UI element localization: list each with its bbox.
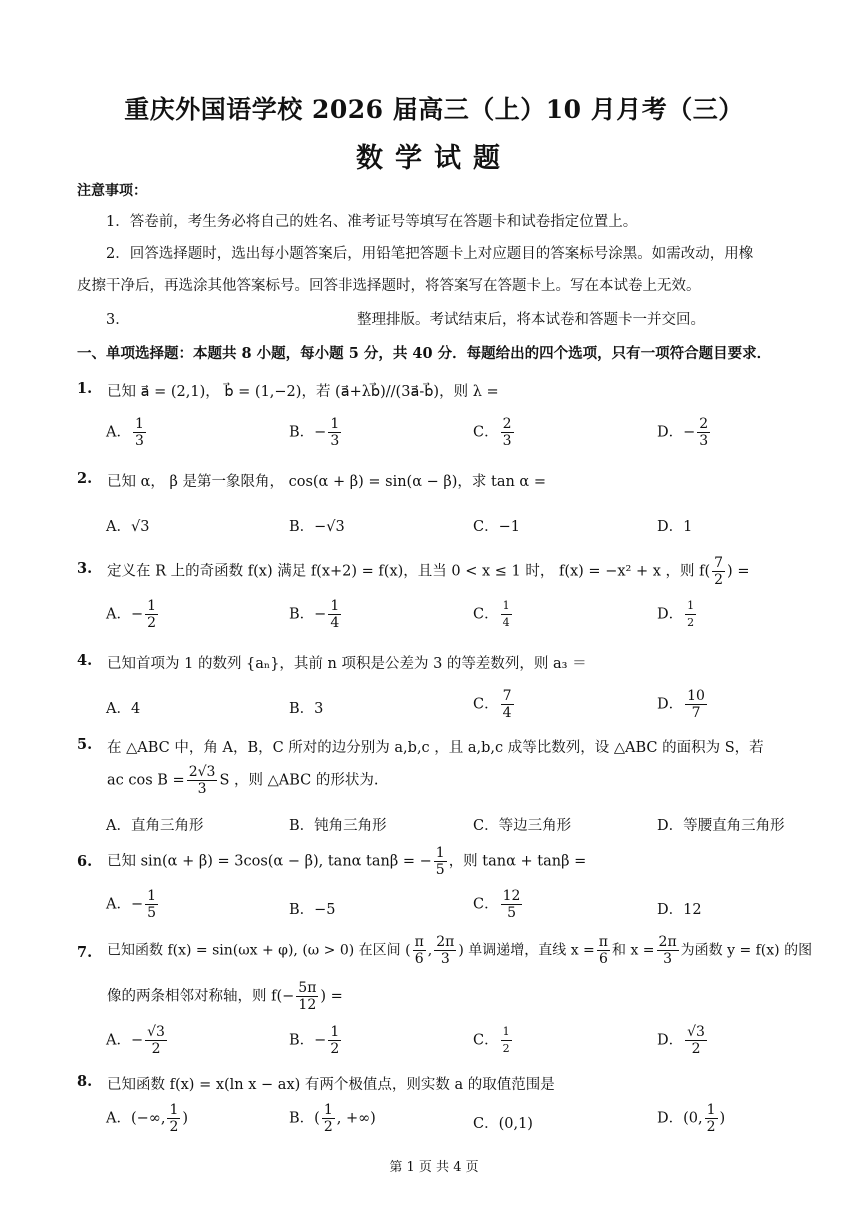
question-stem: 已知函数 f(x) = sin(ωx + φ), (ω > 0) 在区间 ( $\frac{\pi}{6}$ , $\frac{2\pi}{3}$ ) 单调递增，直线 x = $\frac{\pi}{6}$ 和 x = $\frac{2\pi}{3}$ 为函数 y = f(x) 的图 bbox=[107, 934, 813, 967]
notice-item-1: 1．答卷前，考生务必将自己的姓名、准考证号等填写在答题卡和试卷指定位置上。 bbox=[106, 214, 638, 230]
option-a: A．− $\frac{√3}{2}$ bbox=[106, 1024, 165, 1057]
option-b: B．钝角三角形 bbox=[289, 818, 387, 834]
option-c: C．等边三角形 bbox=[473, 818, 572, 834]
option-d: D．等腰直角三角形 bbox=[657, 818, 785, 834]
question-number: 5. bbox=[77, 736, 93, 753]
question-stem: 定义在 R 上的奇函数 f(x) 满足 f(x+2) = f(x)，且当 0 < x ≤ 1 时， f(x) = −x² + x ，则 f( $\frac{7}{2}$ ) = bbox=[107, 555, 750, 588]
question-stem: 已知 a⃗ = (2,1)， b⃗ = (1,−2)，若 (a⃗+λb⃗)//(3a⃗-b⃗)，则 λ = bbox=[107, 384, 499, 400]
option-b: B．− $\frac{1}{3}$ bbox=[289, 416, 340, 449]
question-stem: 已知 sin(α + β) = 3cos(α − β), tanα tanβ = − $\frac{1}{5}$ ，则 tanα + tanβ = bbox=[107, 845, 587, 878]
question-number: 4. bbox=[77, 652, 93, 669]
question-stem: 已知 α， β 是第一象限角， cos(α + β) = sin(α − β)，求 tan α = bbox=[107, 474, 546, 490]
question-stem: 在 △ABC 中，角 A，B，C 所对的边分别为 a,b,c ，且 a,b,c 成等比数列，设 △ABC 的面积为 S，若 bbox=[107, 740, 764, 756]
option-c: C． $\frac{1}{2}$ bbox=[473, 1025, 510, 1055]
option-d: D． $\frac{10}{7}$ bbox=[657, 688, 705, 721]
option-b: B．−√3 bbox=[289, 519, 345, 535]
option-b: B．( $\frac{1}{2}$ , +∞) bbox=[289, 1102, 376, 1135]
option-b: B．− $\frac{1}{2}$ bbox=[289, 1024, 340, 1057]
option-d: D．1 bbox=[657, 519, 693, 535]
page-footer: 第 1 页 共 4 页 bbox=[389, 1160, 479, 1175]
question-stem-line2: 像的两条相邻对称轴，则 f(− $\frac{5\pi}{12}$ ) = bbox=[107, 980, 343, 1013]
option-c: C．(0,1) bbox=[473, 1116, 533, 1132]
option-a: A．− $\frac{1}{5}$ bbox=[106, 888, 157, 921]
question-number: 7. bbox=[77, 944, 93, 961]
option-d: D．12 bbox=[657, 902, 702, 918]
option-c: C．−1 bbox=[473, 519, 520, 535]
option-d: D． $\frac{√3}{2}$ bbox=[657, 1024, 705, 1057]
section-heading: 一、单项选择题：本题共 8 小题，每小题 5 分，共 40 分．每题给出的四个选项，只有一项符合题目要求． bbox=[77, 345, 772, 362]
notice-item-3-text: 整理排版。考试结束后，将本试卷和答题卡一并交回。 bbox=[357, 312, 705, 328]
option-a: A．直角三角形 bbox=[106, 818, 204, 834]
question-number: 1. bbox=[77, 380, 93, 397]
question-stem: 已知首项为 1 的数列 {aₙ}，其前 n 项积是公差为 3 的等差数列，则 a₃ ＝ bbox=[107, 656, 587, 672]
option-b: B．3 bbox=[289, 701, 324, 717]
notice-heading: 注意事项： bbox=[77, 183, 147, 199]
question-number: 8. bbox=[77, 1073, 93, 1090]
notice-item-3-number: 3． bbox=[106, 312, 130, 328]
option-c: C． $\frac{2}{3}$ bbox=[473, 416, 512, 449]
notice-item-2-line1: 2．回答选择题时，选出每小题答案后，用铅笔把答题卡上对应题目的答案标号涂黑。如需改动，用橡 bbox=[106, 246, 754, 262]
notice-item-2-line2: 皮擦干净后，再选涂其他答案标号。回答非选择题时，将答案写在答题卡上。写在本试卷上无效。 bbox=[77, 278, 701, 294]
question-stem-line2: ac cos B = $\frac{2√3}{3}$ S ，则 △ABC 的形状为. bbox=[107, 764, 379, 797]
exam-title: 重庆外国语学校 2026 届高三（上）10 月月考（三） bbox=[124, 95, 744, 124]
question-stem: 已知函数 f(x) = x(ln x − ax) 有两个极值点，则实数 a 的取值范围是 bbox=[107, 1077, 555, 1093]
question-number: 2. bbox=[77, 470, 93, 487]
option-a: A．√3 bbox=[106, 519, 150, 535]
option-a: A．(−∞, $\frac{1}{2}$ ) bbox=[106, 1102, 189, 1135]
question-number: 6. bbox=[77, 853, 93, 870]
option-b: B．−5 bbox=[289, 902, 336, 918]
option-d: D．(0, $\frac{1}{2}$ ) bbox=[657, 1102, 726, 1135]
option-c: C． $\frac{7}{4}$ bbox=[473, 688, 512, 721]
exam-subtitle: 数学试题 bbox=[356, 143, 512, 174]
question-number: 3. bbox=[77, 560, 93, 577]
option-d: D． $\frac{1}{2}$ bbox=[657, 599, 695, 629]
option-a: A． $\frac{1}{3}$ bbox=[106, 416, 144, 449]
option-a: A．4 bbox=[106, 701, 141, 717]
option-d: D．− $\frac{2}{3}$ bbox=[657, 416, 709, 449]
option-b: B．− $\frac{1}{4}$ bbox=[289, 598, 340, 631]
option-c: C． $\frac{12}{5}$ bbox=[473, 888, 521, 921]
option-a: A．− $\frac{1}{2}$ bbox=[106, 598, 157, 631]
option-c: C． $\frac{1}{4}$ bbox=[473, 599, 510, 629]
